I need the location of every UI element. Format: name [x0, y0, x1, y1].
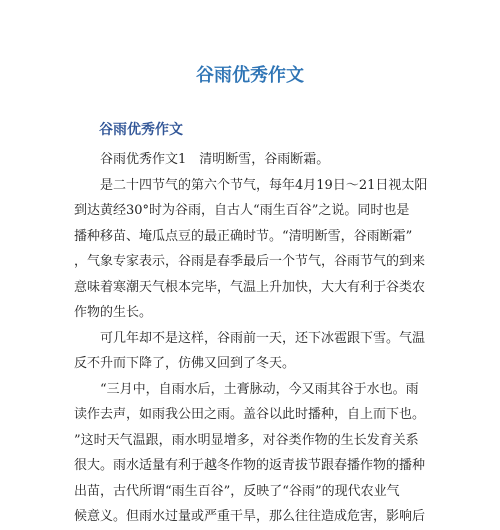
section-heading: 谷雨优秀作文 — [99, 122, 183, 138]
body-line: 谷雨优秀作文1 清明断雪，谷雨断霜。 — [100, 152, 330, 167]
body-line: 很大。雨水适量有利于越冬作物的返青拔节跟春播作物的播种 — [74, 458, 426, 473]
body-line: 意味着寒潮天气根本完毕，气温上升加快，大大有利于谷类农 — [74, 279, 426, 295]
body-line: 反不升而下降了，仿佛又回到了冬天。 — [74, 356, 296, 371]
body-line: 是二十四节气的第六个节气，每年4月19日～21日视太阳 — [100, 177, 428, 193]
body-line: 读作去声，如雨我公田之雨。盖谷以此时播种，自上而下也。 — [74, 407, 426, 422]
body-line: 到达黄经30°时为谷雨，自古人“雨生百谷”之说。同时也是 — [74, 203, 410, 218]
body-line: “三月中，自雨水后，土膏脉动，今又雨其谷于水也。雨 — [100, 381, 419, 397]
body-line: ，气象专家表示，谷雨是春季最后一个节气，谷雨节气的到来 — [74, 254, 426, 269]
document-title: 谷雨优秀作文 — [196, 65, 304, 86]
body-line: ”这时天气温跟，雨水明显增多，对谷类作物的生长发育关系 — [74, 432, 419, 448]
body-line: 出苗，古代所谓“雨生百谷”，反映了“谷雨”的现代农业气 — [74, 483, 400, 499]
body-line: 候意义。但雨水过量或严重干旱，那么往往造成危害，影响后 — [74, 509, 426, 524]
body-line: 播种移苗、埯瓜点豆的最正确时节。“清明断雪，谷雨断霜” — [74, 228, 413, 244]
body-line: 作物的生长。 — [74, 305, 153, 320]
body-line: 可几年却不是这样，谷雨前一天，还下冰雹跟下雪。气温 — [100, 330, 426, 346]
document-body — [74, 147, 434, 530]
